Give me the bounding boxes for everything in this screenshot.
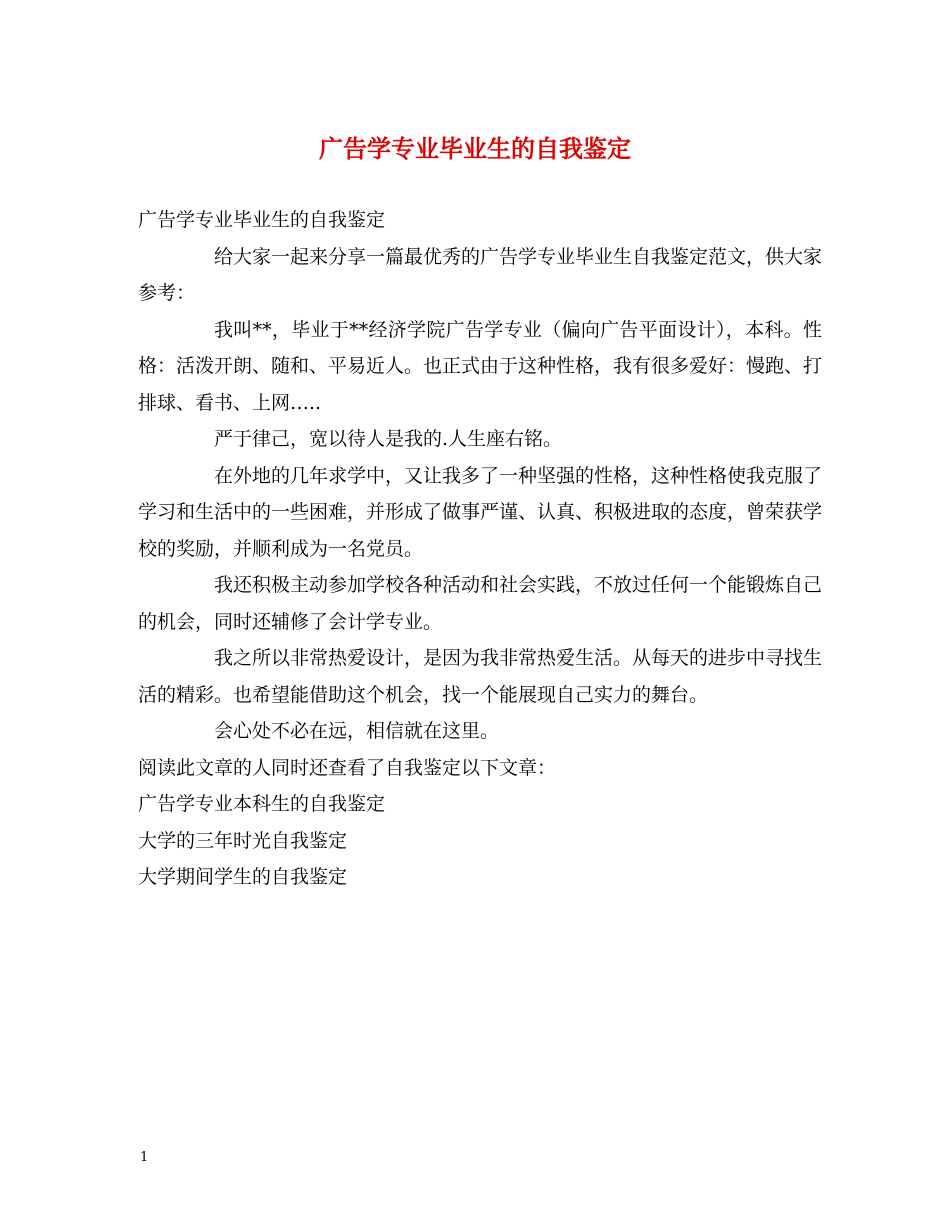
document-title: 广告学专业毕业生的自我鉴定 [319,134,631,163]
document-body [138,202,822,896]
paragraph-self-introduction: 我叫**，毕业于**经济学院广告学专业（偏向广告平面设计），本科。性格：活泼开朗、随和、平易近人。也正式由于这种性格，我有很多爱好：慢跑、打排球、看书、上网….. [138,318,823,414]
related-article-link[interactable]: 大学期间学生的自我鉴定 [138,866,348,888]
paragraph-intro: 给大家一起来分享一篇最优秀的广告学专业毕业生自我鉴定范文，供大家参考： [138,245,823,304]
document-heading: 广告学专业毕业生的自我鉴定 [138,209,386,231]
paragraph-study-experience: 在外地的几年求学中，又让我多了一种坚强的性格，这种性格使我克服了学习和生活中的一些困难，并形成了做事严谨、认真、积极进取的态度，曾荣获学校的奖励，并顺利成为一名党员。 [138,464,823,560]
page-number: 1 [140,1150,149,1165]
paragraph-closing: 会心处不必在远，相信就在这里。 [214,720,500,742]
related-articles-intro: 阅读此文章的人同时还查看了自我鉴定以下文章： [138,756,557,779]
paragraph-activities: 我还积极主动参加学校各种活动和社会实践，不放过任何一个能锻炼自己的机会，同时还辅修了会计学专业。 [138,574,823,633]
related-article-link[interactable]: 大学的三年时光自我鉴定 [138,829,348,852]
paragraph-motto: 严于律己，宽以待人是我的.人生座右铭。 [214,428,563,450]
related-article-link[interactable]: 广告学专业本科生的自我鉴定 [138,793,386,815]
paragraph-design-passion: 我之所以非常热爱设计，是因为我非常热爱生活。从每天的进步中寻找生活的精彩。也希望能借助这个机会，找一个能展现自己实力的舞台。 [138,647,823,706]
